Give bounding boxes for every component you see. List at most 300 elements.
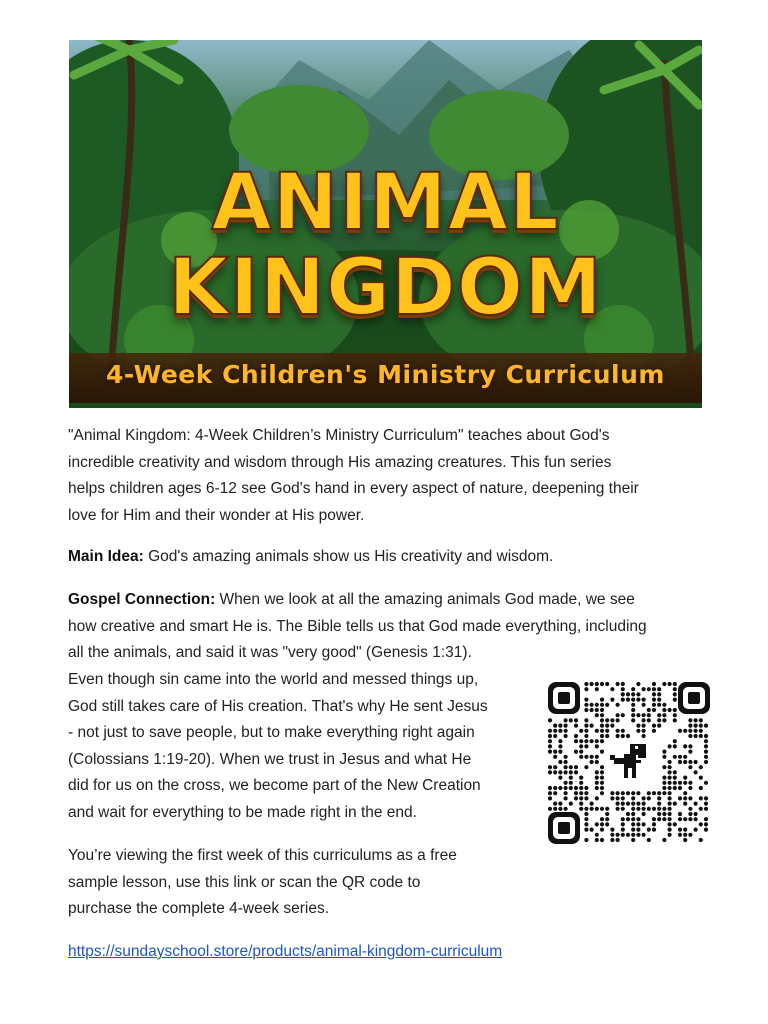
qr-module: [683, 828, 687, 832]
qr-module: [652, 687, 656, 691]
qr-module: [616, 718, 620, 722]
qr-module: [595, 776, 599, 780]
qr-module: [548, 765, 552, 769]
gospel-label: Gospel Connection:: [68, 591, 216, 608]
qr-module: [553, 750, 557, 754]
main-idea-text: God's amazing animals show us His creativity and wisdom.: [143, 548, 554, 565]
qr-module: [610, 838, 614, 842]
qr-module: [600, 750, 604, 754]
qr-module: [678, 828, 682, 832]
qr-module: [584, 828, 588, 832]
qr-module: [657, 724, 661, 728]
qr-module: [595, 713, 599, 717]
qr-module: [652, 817, 656, 821]
qr-module: [704, 807, 708, 811]
qr-module: [584, 734, 588, 738]
qr-module: [626, 833, 630, 837]
qr-module: [704, 796, 708, 800]
qr-module: [621, 687, 625, 691]
qr-module: [621, 828, 625, 832]
qr-module: [621, 729, 625, 733]
qr-module: [704, 755, 708, 759]
qr-module: [683, 791, 687, 795]
qr-module: [584, 739, 588, 743]
qr-module: [699, 796, 703, 800]
qr-module: [673, 708, 677, 712]
qr-module: [584, 703, 588, 707]
qr-module: [584, 729, 588, 733]
qr-module: [673, 770, 677, 774]
qr-module: [631, 796, 635, 800]
qr-module: [616, 802, 620, 806]
qr-module: [590, 828, 594, 832]
qr-module: [548, 770, 552, 774]
qr-module: [548, 750, 552, 754]
qr-module: [548, 744, 552, 748]
qr-module: [636, 833, 640, 837]
qr-module: [662, 708, 666, 712]
qr-module: [595, 770, 599, 774]
qr-module: [600, 770, 604, 774]
qr-module: [688, 786, 692, 790]
qr-module: [579, 781, 583, 785]
qr-module: [642, 724, 646, 728]
qr-module: [631, 822, 635, 826]
qr-module: [626, 812, 630, 816]
qr-module: [590, 724, 594, 728]
qr-module: [595, 781, 599, 785]
qr-module: [699, 734, 703, 738]
qr-module: [683, 817, 687, 821]
qr-module: [631, 692, 635, 696]
qr-module: [678, 755, 682, 759]
qr-module: [657, 713, 661, 717]
sample-paragraph: [68, 843, 508, 923]
qr-module: [673, 786, 677, 790]
qr-module: [652, 724, 656, 728]
qr-module: [579, 750, 583, 754]
qr-module: [579, 791, 583, 795]
qr-module: [584, 744, 588, 748]
qr-module: [590, 802, 594, 806]
qr-module: [662, 755, 666, 759]
qr-module: [610, 698, 614, 702]
qr-module: [616, 682, 620, 686]
qr-module: [564, 729, 568, 733]
qr-module: [626, 817, 630, 821]
qr-module: [600, 713, 604, 717]
qr-module: [548, 786, 552, 790]
qr-module: [600, 729, 604, 733]
qr-module: [662, 838, 666, 842]
qr-module: [678, 786, 682, 790]
qr-module: [642, 698, 646, 702]
qr-module: [657, 796, 661, 800]
qr-module: [647, 791, 651, 795]
qr-code-graphic: [540, 672, 720, 852]
qr-module: [558, 807, 562, 811]
qr-module: [688, 833, 692, 837]
qr-module: [579, 776, 583, 780]
qr-module: [662, 776, 666, 780]
qr-module: [569, 776, 573, 780]
qr-module: [616, 729, 620, 733]
qr-module: [688, 765, 692, 769]
qr-module: [642, 833, 646, 837]
qr-module: [636, 791, 640, 795]
qr-module: [569, 786, 573, 790]
qr-module: [631, 812, 635, 816]
qr-module: [548, 796, 552, 800]
qr-module: [605, 734, 609, 738]
qr-module: [626, 698, 630, 702]
qr-module: [584, 796, 588, 800]
qr-module: [642, 822, 646, 826]
qr-module: [683, 796, 687, 800]
qr-module: [569, 770, 573, 774]
qr-module: [553, 770, 557, 774]
qr-module: [636, 828, 640, 832]
qr-module: [569, 802, 573, 806]
qr-module: [584, 708, 588, 712]
qr-module: [673, 744, 677, 748]
qr-module: [595, 786, 599, 790]
qr-module: [673, 687, 677, 691]
gospel-line: When we look at all the amazing animals God made, we see: [215, 591, 635, 608]
qr-module: [668, 812, 672, 816]
qr-module: [558, 739, 562, 743]
qr-module: [574, 791, 578, 795]
hero-banner: [69, 40, 702, 408]
intro-line: helps children ages 6-12 see God's hand in every aspect of nature, deepening their: [68, 480, 639, 497]
qr-module: [553, 807, 557, 811]
qr-module: [610, 828, 614, 832]
qr-module: [652, 729, 656, 733]
qr-module: [704, 802, 708, 806]
qr-module: [605, 817, 609, 821]
gospel-line: Even though sin came into the world and messed things up,: [68, 671, 479, 688]
qr-module: [657, 791, 661, 795]
intro-line: "Animal Kingdom: 4-Week Children’s Ministry Curriculum" teaches about God's: [68, 427, 610, 444]
qr-module: [564, 765, 568, 769]
qr-module: [662, 718, 666, 722]
qr-module: [600, 807, 604, 811]
qr-module: [548, 734, 552, 738]
qr-module: [600, 776, 604, 780]
qr-module: [558, 786, 562, 790]
qr-module: [595, 796, 599, 800]
qr-module: [668, 802, 672, 806]
qr-module: [678, 817, 682, 821]
qr-module: [610, 833, 614, 837]
qr-module: [673, 698, 677, 702]
qr-module: [657, 692, 661, 696]
qr-module: [548, 739, 552, 743]
banner-subtitle: 4-Week Children's Ministry Curriculum: [106, 360, 665, 389]
qr-module: [584, 817, 588, 821]
qr-module: [683, 776, 687, 780]
qr-module: [600, 703, 604, 707]
qr-module: [564, 755, 568, 759]
qr-module: [683, 729, 687, 733]
qr-module: [553, 729, 557, 733]
qr-module: [558, 770, 562, 774]
qr-module: [662, 765, 666, 769]
qr-module: [558, 724, 562, 728]
qr-module: [668, 765, 672, 769]
main-idea-paragraph: [68, 544, 708, 571]
qr-module: [584, 687, 588, 691]
qr-module: [652, 703, 656, 707]
main-idea-label: Main Idea:: [68, 548, 144, 565]
qr-module: [631, 833, 635, 837]
qr-module: [662, 682, 666, 686]
qr-module: [662, 817, 666, 821]
qr-module: [595, 739, 599, 743]
qr-module: [621, 802, 625, 806]
qr-module: [636, 807, 640, 811]
qr-module: [600, 708, 604, 712]
qr-module: [584, 812, 588, 816]
qr-module: [668, 776, 672, 780]
qr-module: [564, 760, 568, 764]
qr-module: [657, 687, 661, 691]
qr-module: [595, 822, 599, 826]
qr-module: [616, 734, 620, 738]
qr-module: [657, 703, 661, 707]
qr-module: [642, 796, 646, 800]
qr-module: [600, 817, 604, 821]
qr-module: [553, 791, 557, 795]
qr-module: [600, 781, 604, 785]
qr-module: [574, 796, 578, 800]
qr-module: [678, 760, 682, 764]
qr-module: [574, 786, 578, 790]
qr-module: [668, 791, 672, 795]
qr-module: [590, 682, 594, 686]
qr-module: [584, 718, 588, 722]
qr-module: [668, 744, 672, 748]
qr-module: [636, 729, 640, 733]
intro-line: love for Him and their wonder at His power.: [68, 506, 365, 524]
qr-module: [564, 791, 568, 795]
qr-module: [647, 713, 651, 717]
qr-module: [647, 708, 651, 712]
qr-module: [610, 796, 614, 800]
qr-module: [590, 708, 594, 712]
qr-module: [688, 734, 692, 738]
qr-module: [694, 828, 698, 832]
qr-module: [699, 729, 703, 733]
qr-module: [657, 802, 661, 806]
qr-module: [647, 687, 651, 691]
qr-module: [668, 786, 672, 790]
qr-module: [616, 713, 620, 717]
qr-module: [574, 718, 578, 722]
qr-module: [704, 734, 708, 738]
qr-module: [590, 755, 594, 759]
qr-module: [678, 833, 682, 837]
sample-line: sample lesson, use this link or scan the QR code to: [68, 873, 421, 891]
qr-module: [579, 755, 583, 759]
qr-module: [642, 718, 646, 722]
qr-module: [636, 692, 640, 696]
qr-module: [558, 744, 562, 748]
qr-module: [652, 791, 656, 795]
qr-code[interactable]: [540, 672, 720, 852]
gospel-line: (Colossians 1:19-20). When we trust in Jesus and what He: [68, 750, 472, 768]
qr-module: [652, 822, 656, 826]
qr-module: [548, 791, 552, 795]
qr-module: [699, 718, 703, 722]
qr-module: [652, 682, 656, 686]
qr-module: [564, 724, 568, 728]
qr-module: [605, 724, 609, 728]
qr-module: [574, 724, 578, 728]
qr-module: [647, 796, 651, 800]
qr-module: [595, 682, 599, 686]
qr-module: [605, 682, 609, 686]
qr-module: [605, 822, 609, 826]
purchase-link[interactable]: https://sundayschool.store/products/animal-kingdom-curriculum: [68, 943, 503, 960]
qr-module: [564, 807, 568, 811]
qr-module: [662, 750, 666, 754]
qr-module: [584, 838, 588, 842]
qr-module: [668, 833, 672, 837]
qr-module: [694, 817, 698, 821]
qr-module: [678, 796, 682, 800]
qr-module: [657, 807, 661, 811]
qr-module: [558, 729, 562, 733]
qr-module: [621, 791, 625, 795]
qr-module: [579, 807, 583, 811]
qr-module: [616, 796, 620, 800]
qr-module: [600, 791, 604, 795]
qr-module: [688, 744, 692, 748]
qr-module: [678, 812, 682, 816]
qr-module: [657, 718, 661, 722]
qr-module: [683, 833, 687, 837]
qr-module: [584, 807, 588, 811]
qr-module: [704, 760, 708, 764]
qr-module: [595, 729, 599, 733]
qr-module: [668, 781, 672, 785]
qr-module: [610, 791, 614, 795]
qr-module: [683, 802, 687, 806]
qr-module: [694, 724, 698, 728]
qr-module: [579, 786, 583, 790]
qr-module: [595, 755, 599, 759]
qr-module: [647, 807, 651, 811]
qr-module: [569, 765, 573, 769]
qr-module: [564, 796, 568, 800]
qr-module: [668, 796, 672, 800]
qr-module: [600, 786, 604, 790]
qr-module: [553, 755, 557, 759]
gospel-line: - not just to save people, but to make everything right again: [68, 724, 475, 741]
qr-module: [642, 703, 646, 707]
qr-module: [688, 817, 692, 821]
qr-module: [704, 739, 708, 743]
qr-module: [631, 828, 635, 832]
qr-module: [621, 796, 625, 800]
qr-module: [668, 760, 672, 764]
qr-module: [610, 687, 614, 691]
qr-module: [600, 838, 604, 842]
gospel-paragraph-continued: [68, 667, 528, 826]
qr-module: [704, 781, 708, 785]
qr-module: [657, 698, 661, 702]
qr-module: [662, 713, 666, 717]
qr-module: [662, 786, 666, 790]
qr-module: [668, 822, 672, 826]
qr-module: [631, 838, 635, 842]
gospel-line: and wait for everything to be made right in the end.: [68, 803, 417, 821]
qr-module: [548, 729, 552, 733]
qr-module: [600, 734, 604, 738]
qr-module: [673, 713, 677, 717]
qr-module: [642, 687, 646, 691]
qr-module: [631, 708, 635, 712]
qr-module: [579, 802, 583, 806]
qr-module: [662, 781, 666, 785]
qr-module: [605, 812, 609, 816]
qr-module: [688, 796, 692, 800]
qr-module: [579, 739, 583, 743]
qr-module: [574, 750, 578, 754]
qr-module: [574, 770, 578, 774]
qr-module: [564, 718, 568, 722]
qr-module: [652, 698, 656, 702]
qr-module: [584, 698, 588, 702]
qr-module: [564, 770, 568, 774]
qr-module: [704, 822, 708, 826]
qr-module: [668, 682, 672, 686]
qr-module: [631, 698, 635, 702]
qr-module: [600, 739, 604, 743]
qr-module: [647, 718, 651, 722]
qr-module: [642, 802, 646, 806]
qr-module: [600, 724, 604, 728]
sample-line: purchase the complete 4-week series.: [68, 900, 330, 917]
qr-module: [584, 682, 588, 686]
qr-module: [584, 791, 588, 795]
qr-module: [616, 791, 620, 795]
qr-module: [662, 812, 666, 816]
qr-module: [621, 807, 625, 811]
qr-module: [642, 713, 646, 717]
qr-module: [553, 734, 557, 738]
qr-module: [621, 833, 625, 837]
qr-module: [636, 698, 640, 702]
qr-module: [699, 822, 703, 826]
qr-module: [600, 822, 604, 826]
qr-module: [636, 822, 640, 826]
qr-module: [688, 760, 692, 764]
qr-module: [642, 812, 646, 816]
qr-module: [631, 718, 635, 722]
qr-module: [688, 750, 692, 754]
qr-module: [616, 807, 620, 811]
qr-module: [699, 765, 703, 769]
qr-module: [595, 744, 599, 748]
qr-module: [605, 729, 609, 733]
banner-title-line1: ANIMAL: [211, 158, 560, 248]
qr-module: [683, 838, 687, 842]
qr-module: [673, 755, 677, 759]
qr-module: [621, 692, 625, 696]
qr-module: [631, 802, 635, 806]
